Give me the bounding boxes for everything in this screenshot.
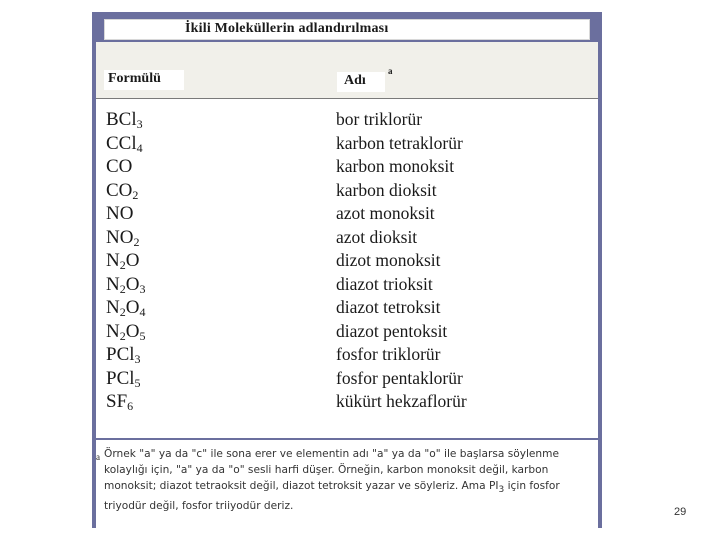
formula-symbol: CCl xyxy=(106,132,137,154)
formula-header-label: Formülü xyxy=(108,71,161,86)
compound-name-cell: bor triklorür xyxy=(336,109,423,129)
formula-cell xyxy=(106,179,286,203)
formula-symbol: N xyxy=(106,273,120,295)
compound-name-cell: fosfor triklorür xyxy=(336,344,441,364)
formula-cell xyxy=(106,296,286,320)
formula-column-header xyxy=(104,70,184,90)
formula-cell xyxy=(106,108,286,132)
formula-symbol: SF xyxy=(106,391,128,412)
formula-subscript: 5 xyxy=(139,328,146,343)
footnote-mark: a xyxy=(96,452,100,462)
formula-cell xyxy=(106,202,286,226)
textbook-figure xyxy=(92,12,602,528)
compound-name-cell: karbon monoksit xyxy=(336,156,455,176)
formula-cell xyxy=(106,390,286,414)
footnote-text-part2: için fosfor triyodür değil, fosfor triiyodür deriz. xyxy=(104,480,560,513)
footnote-text-part1: Örnek "a" ya da "c" ile sona erer ve elementin adı "a" ya da "o" ile başlarsa söylenme kolaylığı için, "a" ya da "o" sesli harfi düşer. Örneğin, karbon monoksit değil, karbon monoksit; diazot tetraoksit değil, diazot tetroksit yazar ve söyleriz. Ama PI xyxy=(104,448,559,492)
page-number: 29 xyxy=(674,506,687,518)
compound-name-cell: azot monoksit xyxy=(336,203,435,223)
formula-cell xyxy=(106,320,286,344)
compound-name-cell: azot dioksit xyxy=(336,226,418,247)
formula-subscript: 2 xyxy=(132,187,139,202)
table-title: İkili Moleküllerin adlandırılması xyxy=(185,21,389,36)
formula-cell xyxy=(106,226,286,250)
formula-symbol: O xyxy=(125,273,140,295)
compound-name-cell: karbon tetraklorür xyxy=(336,132,463,153)
footnote-text xyxy=(104,446,594,514)
formula-subscript: 4 xyxy=(136,140,143,155)
formula-symbol: O xyxy=(125,297,140,318)
column-header-band xyxy=(96,42,598,99)
formula-cell xyxy=(106,132,286,156)
formula-subscript: 3 xyxy=(136,117,143,131)
footnote-marker: a xyxy=(388,66,393,76)
formula-subscript: 6 xyxy=(127,399,134,413)
formula-cell xyxy=(106,343,286,367)
formula-subscript: 5 xyxy=(134,375,141,390)
compound-name-cell: diazot tetroksit xyxy=(336,297,441,317)
formula-symbol: PCl xyxy=(106,367,135,389)
formula-cell xyxy=(106,155,286,179)
formula-subscript: 3 xyxy=(139,281,146,296)
formula-subscript: 2 xyxy=(119,305,126,319)
name-column xyxy=(336,108,596,414)
formula-subscript: 2 xyxy=(133,234,140,249)
formula-symbol: CO xyxy=(106,179,133,201)
formula-symbol: N xyxy=(106,320,120,342)
title-band xyxy=(96,12,598,42)
compound-name-cell: karbon dioksit xyxy=(336,179,437,200)
formula-symbol: O xyxy=(125,320,140,342)
formula-cell xyxy=(106,367,286,391)
name-column-header xyxy=(337,72,385,92)
footnote-subscript: 3 xyxy=(498,485,505,496)
formula-symbol: PCl xyxy=(106,344,135,365)
formula-column xyxy=(106,108,286,414)
formula-cell xyxy=(106,249,286,273)
name-header-label: Adı xyxy=(344,73,366,88)
formula-symbol: N xyxy=(106,250,120,271)
formula-symbol: NO xyxy=(106,203,134,224)
formula-subscript: 2 xyxy=(119,258,126,272)
formula-symbol: N xyxy=(106,297,120,318)
formula-symbol: CO xyxy=(106,156,133,177)
compound-name-cell: kükürt hekzaflorür xyxy=(336,391,467,411)
formula-subscript: 4 xyxy=(139,305,146,319)
footnote xyxy=(96,438,598,530)
formula-cell xyxy=(106,273,286,297)
formula-symbol: O xyxy=(125,250,140,271)
formula-symbol: NO xyxy=(106,226,134,248)
formula-subscript: 2 xyxy=(119,281,126,296)
compound-name-cell: diazot pentoksit xyxy=(336,320,448,341)
formula-subscript: 2 xyxy=(119,328,126,343)
formula-subscript: 3 xyxy=(134,352,141,366)
compound-name-cell: diazot trioksit xyxy=(336,273,433,294)
title-box xyxy=(104,19,590,40)
compound-name-cell: fosfor pentaklorür xyxy=(336,367,463,388)
compound-name-cell: dizot monoksit xyxy=(336,250,441,270)
formula-symbol: BCl xyxy=(106,109,137,130)
